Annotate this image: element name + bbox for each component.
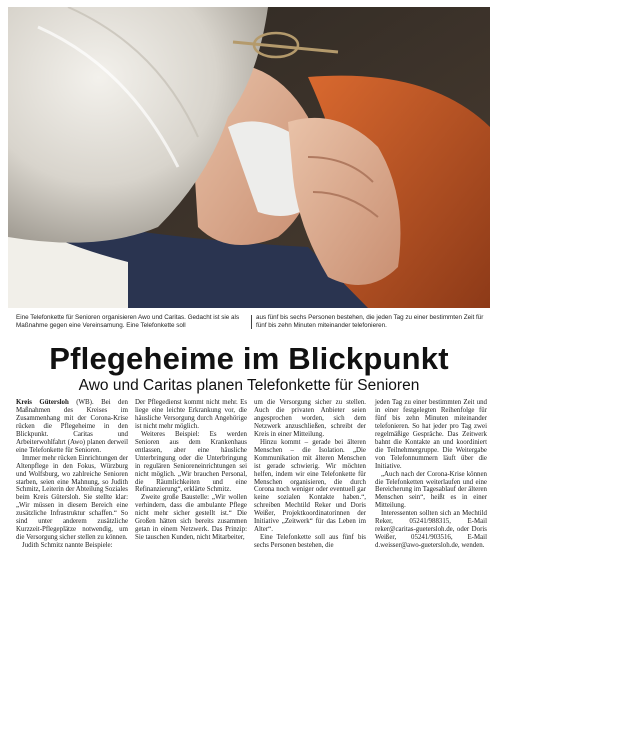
column-2 <box>135 399 247 542</box>
caption-right: aus fünf bis sechs Personen bestehen, die jeden Tag zu einer bestimmten Zeit für fünf bis zehn Minuten miteinander telefonieren. <box>256 314 484 330</box>
column-1 <box>16 399 128 550</box>
paragraph-text: (WB). Bei den Maßnahmen des Kreises im Zusammenhang mit der Corona-Krise rücken die Pflegeheime in den Blickpunkt. Caritas und Arbeiterwohlfahrt (Awo) planen derweil eine Telefonkette für Senioren. <box>16 399 128 454</box>
caption-left: Eine Telefonkette für Senioren organisieren Awo und Caritas. Gedacht ist sie als Maßnahme gegen eine Vereinsamung. Eine Telefonkette soll <box>16 314 240 330</box>
paragraph: Der Pflegedienst kommt nicht mehr. Es liege eine leichte Erkrankung vor, die häusliche Versorgung durch Angehörige ist nicht mehr möglich. <box>135 399 247 430</box>
headline: Pflegeheime im Blickpunkt <box>49 341 449 376</box>
paragraph: um die Versorgung sicher zu stellen. Auch die privaten Anbieter seien angesprochen worden, sich dem Netzwerk anzuschließen, schreibt der Kreis in einer Mitteilung. <box>254 399 366 438</box>
paragraph: Judith Schmitz nannte Beispiele: <box>22 542 113 550</box>
paragraph: „Auch nach der Corona-Krise können die Telefonketten weiterlaufen und eine Bereicherung im Tagesablauf der älteren Menschen sein“, heißt es in einer Mitteilung. <box>375 470 487 510</box>
paragraph: Hinzu kommt – gerade bei älteren Menschen – die Isolation. „Die Kommunikation mit älteren Menschen ist gerade schwierig. Wir möchten helfen, indem wir eine Telefonkette für Menschen organisieren, die durch Corona noch weniger oder eventuell gar keine sozialen Kontakte haben.“, schreiben Mechtild Reker und Doris Weißer, Projektkoordinatorinnen der Initiative „Zeitwerk“ für das Leben im Alter“. <box>254 438 366 534</box>
paragraph <box>16 399 128 455</box>
dateline: Kreis Gütersloh <box>16 399 69 406</box>
subheadline: Awo und Caritas planen Telefonkette für Senioren <box>78 377 420 394</box>
paragraph: Immer mehr rücken Einrichtungen der Altenpflege in den Fokus, Würzburg und Wolfsburg, wo zahlreiche Senioren starben, seien eine Mahnung, so Judith Schmitz, Leiterin der Abteilung Soziales beim Kreis Gütersloh. Sie stellte klar: „Wir müssen in diesem Bereich eine zusätzliche Infrastruktur schaffen.“ So sind unter anderem zusätzliche Kurzzeit-Pflegeplätze notwendig, um die Versorgung sicher stellen zu können. <box>16 454 128 542</box>
column-3 <box>254 399 366 550</box>
article-body <box>16 399 490 589</box>
paragraph: Interessenten sollten sich an Mechtild Reker, 05241/988315, E-Mail reker@caritas-guetersloh.de, oder Doris Weißer, 05241/903516, E-Mail d.weisser@awo-guetersloh.de, wenden. <box>375 510 487 550</box>
paragraph: jeden Tag zu einer bestimmten Zeit und in einer festgelegten Reihenfolge für fünf bis zehn Minuten miteinander telefonieren. So hat jeder pro Tag zwei regelmäßige Gespräche. Das Zeitwerk bahnt die Kontakte an und koordiniert die Teilnehmergruppe. Die Weitergabe von Telefonnummern läuft über die Initiative. <box>375 399 487 470</box>
column-4 <box>375 399 487 550</box>
article-photo <box>8 7 490 308</box>
paragraph: Eine Telefonkette soll aus fünf bis sechs Personen bestehen, die <box>254 534 366 550</box>
caption-divider <box>251 315 252 329</box>
paragraph: Weiteres Beispiel: Es werden Senioren aus dem Krankenhaus entlassen, aber eine häusliche Unterbringung oder die Unterbringung in regulären Senioreneinrichtungen sei nicht möglich. „Wir brauchen Personal, die Räumlichkeiten und eine Refinanzierung“, erklärte Schmitz. <box>135 430 247 494</box>
paragraph: Zweite große Baustelle: „Wir wollen verhindern, dass die ambulante Pflege nicht mehr sicher gestellt ist.“ Die Großen hätten sich bereits zusammen getan in einem Netzwerk. Das Prinzip: Sie tauschen Kunden, nicht Mitarbeiter, <box>135 494 247 542</box>
elderly-woman-on-phone-photo <box>8 7 490 308</box>
